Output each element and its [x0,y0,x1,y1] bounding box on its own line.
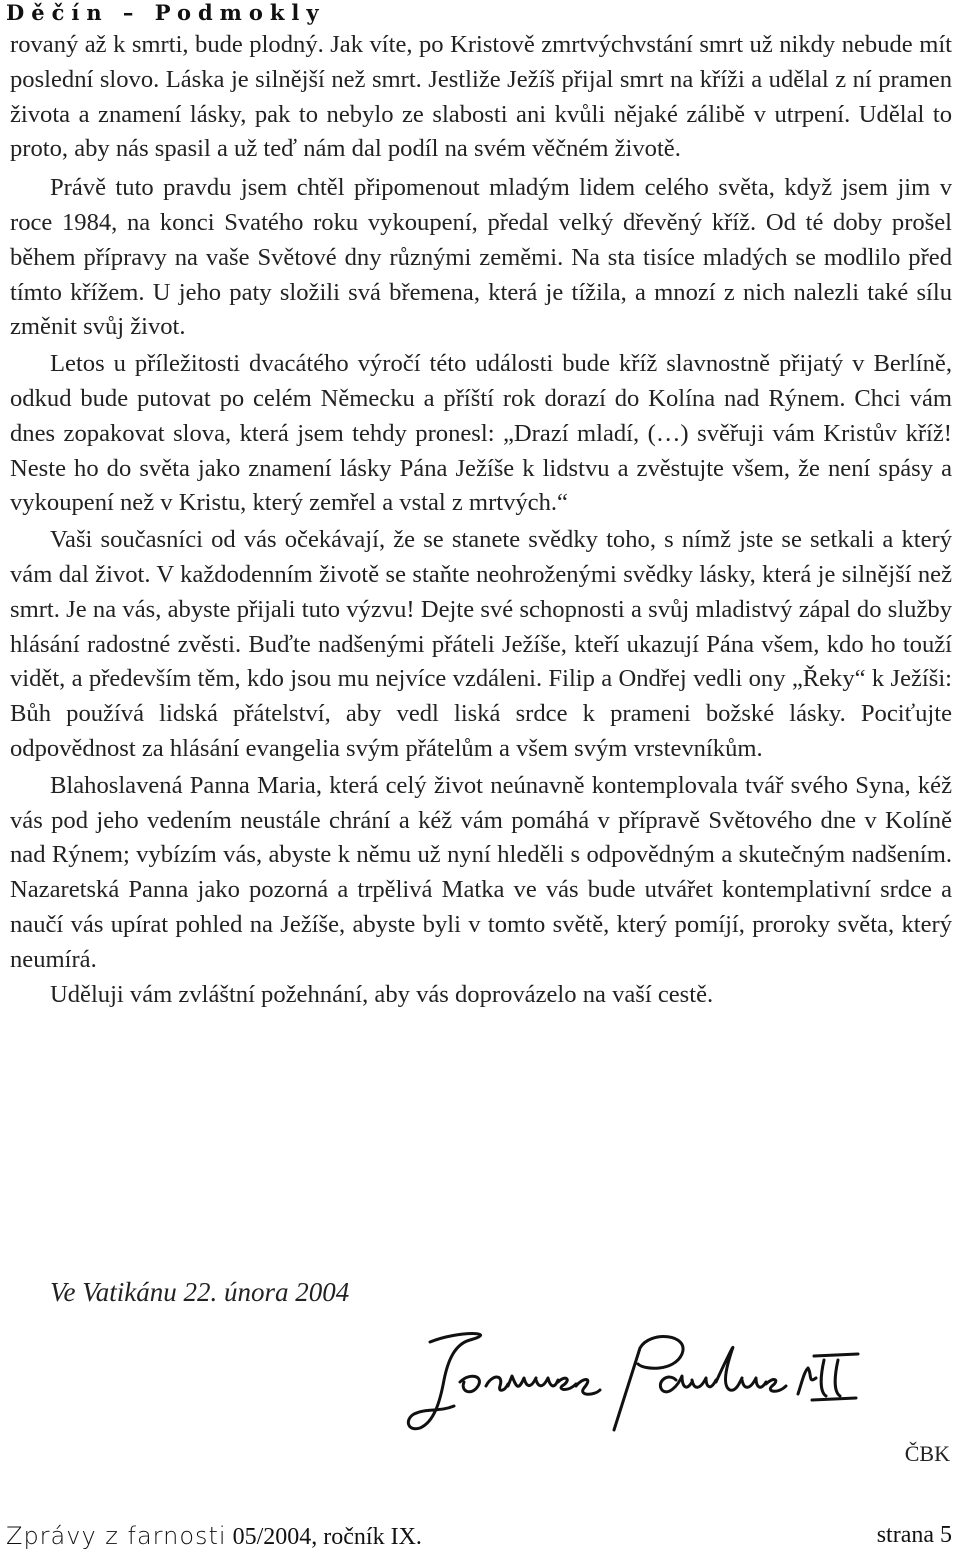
footer-publication [6,1522,422,1551]
letter-body [10,28,952,1012]
paragraph-3: Letos u příležitosti dvacátého výročí této události bude kříž slavnostně přijatý v Berlíně, odkud bude putovat po celém Německu a příští rok dorazí do Kolína nad Rýnem. Chci vám dnes zopakovat slova, která jsem tehdy pronesl: „Drazí mladí, (…) svěřuji vám Kristův kříž! Neste ho do světa jako znamení lásky Pána Ježíše k lidstvu a zvěstujte všem, že není spásy a vykoupení než v Kristu, který zemřel a vstal z mrtvých.“ [10,350,952,517]
paragraph-1: rovaný až k smrti, bude plodný. Jak víte, po Kristově zmrtvýchvstání smrt už nikdy nebude mít poslední slovo. Láska je silnější než smrt. Jestliže Ježíš přijal smrt na kříži a udělal z ní pramen života a znamení lásky, pak to nebylo ze slabosti ani kvůli nějaké zálibě v utrpení. Udělal to proto, aby nás spasil a už teď nám dal podíl na svém věčném životě. [10,31,952,163]
page-header: Děčín – Podmokly [6,0,326,25]
paragraph-2: Právě tuto pravdu jsem chtěl připomenout mladým lidem celého světa, když jsem jim v roce 1984, na konci Svatého roku vykoupení, předal velký dřevěný kříž. Od té doby prošel během přípravy na vaše Světové dny různými zeměmi. Na sta tisíce mladých se modlilo před tímto křížem. U jeho paty složili svá břemena, která je tížila, a mnozí z nich nalezli také sílu změnit svůj život. [10,174,952,341]
publication-name: Zprávy z farnosti [6,1522,227,1550]
signature [400,1320,880,1440]
paragraph-4: Vaši současníci od vás očekávají, že se stanete svědky toho, s nímž jste se setkali a který vám dal život. V každodenním životě se staňte neohroženými svědky lásky, která je silnější než smrt. Je na vás, abyste přijali tuto výzvu! Dejte své schopnosti a svůj mladistvý zápal do služby hlásání radostné zvěsti. Buďte nadšenými přáteli Ježíše, kteří ukazují Pána všem, kdo ho touží vidět, a především těm, kdo jsou mu nejvíce vzdáleni. Filip a Ondřej vedli ony „Řeky“ k Ježíši: Bůh používá lidská přátelství, aby vedl liská srdce k prameni božské lásky. Pociťujte odpovědnost za hlásání evangelia svým přátelům a všem svým vrstevníkům. [10,526,952,762]
issue-info: 05/2004, ročník IX. [232,1524,422,1550]
paragraph-5: Blahoslavená Panna Maria, která celý život neúnavně kontemplovala tvář svého Syna, kéž vás pod jeho vedením neustále chrání a kéž vám pomáhá v přípravě Světového dne v Kolíně nad Rýnem; vybízím vás, abyste k němu už nyní hleděli s odpovědným a skutečným nadšením. Nazaretská Panna jako pozorná a trpělivá Matka ve vás bude utvářet kontemplativní srdce a naučí vás upírat pohled na Ježíše, abyste byli v tomto světě, který pomíjí, proroky světa, který neumírá. [10,771,952,973]
date-place: Ve Vatikánu 22. února 2004 [50,1277,350,1307]
closing-blessing: Uděluji vám zvláštní požehnání, aby vás doprovázelo na vaší cestě. [50,980,714,1008]
page-number: strana 5 [876,1522,952,1548]
agency-mark: ČBK [904,1441,950,1466]
page-footer [0,1522,960,1562]
